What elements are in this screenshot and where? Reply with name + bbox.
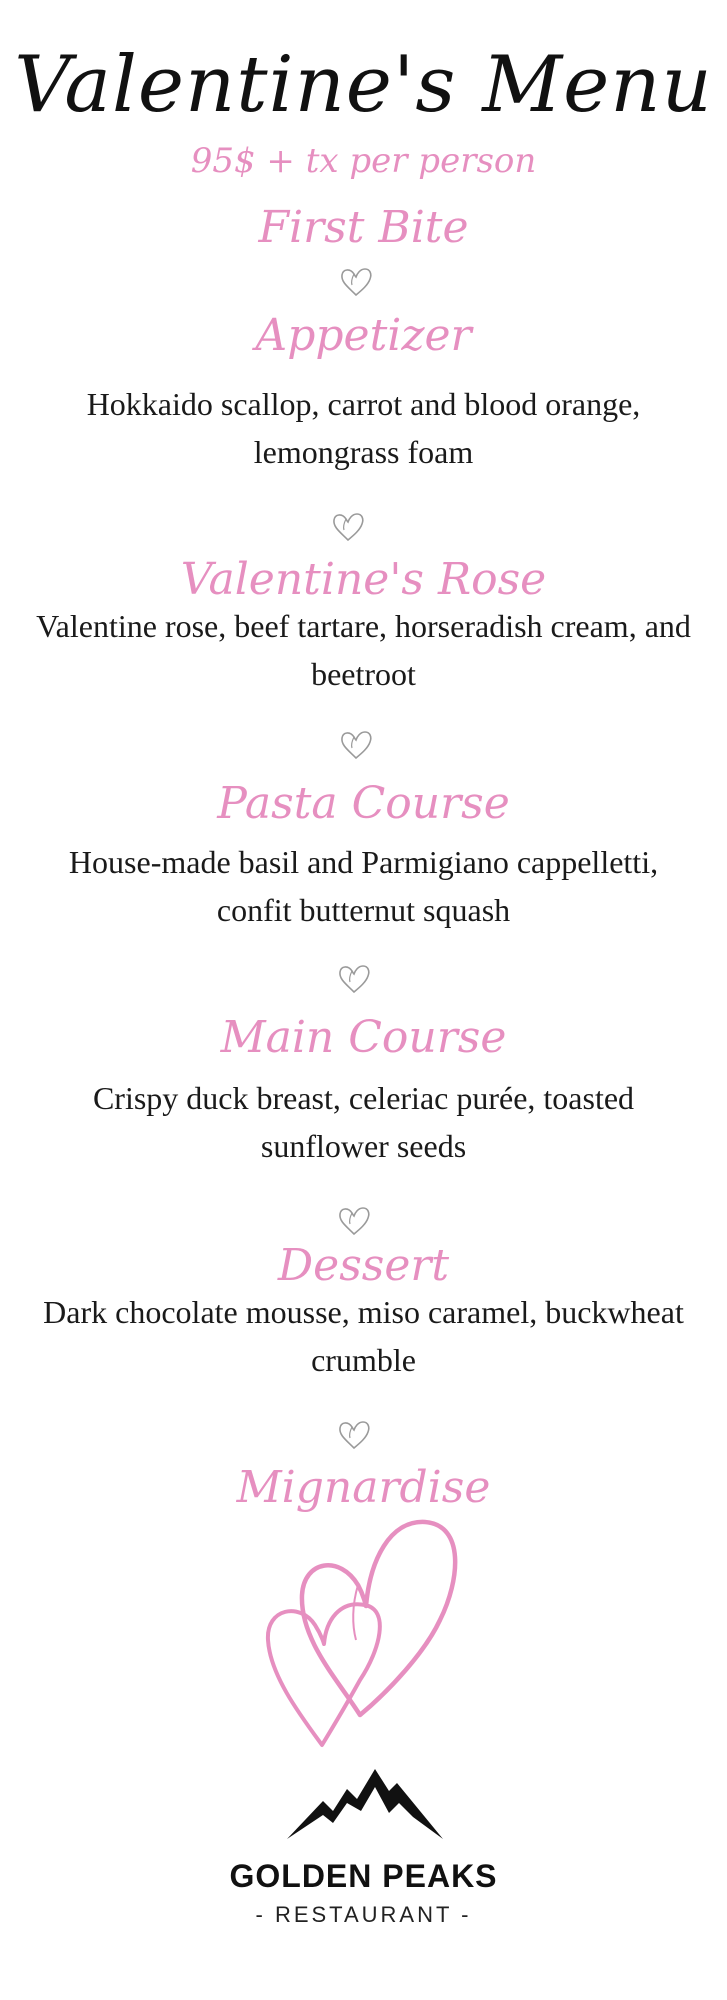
course-description-appetizer: Hokkaido scallop, carrot and blood orange, lemongrass foam (86, 386, 641, 470)
double-heart-icon (260, 1510, 470, 1760)
course-title-mignardise: Mignardise (236, 1462, 491, 1513)
course-description-dessert: Dark chocolate mousse, miso caramel, buckwheat crumble (43, 1294, 684, 1378)
mountain-peaks-icon (285, 1763, 445, 1841)
course-title-dessert: Dessert (277, 1240, 450, 1291)
heart-outline-icon (338, 728, 374, 762)
price-per-person: 95$ + tx per person (190, 141, 537, 181)
course-title-first-bite: First Bite (258, 202, 469, 253)
heart-outline-icon (336, 962, 372, 996)
menu-title: Valentine's Menu (14, 40, 713, 130)
course-title-valentines-rose: Valentine's Rose (180, 554, 547, 605)
heart-outline-icon (330, 510, 366, 544)
course-description-pasta-course: House-made basil and Parmigiano cappelletti, confit butternut squash (68, 844, 659, 928)
heart-outline-icon (336, 1204, 372, 1238)
restaurant-name: GOLDEN PEAKS (229, 1858, 498, 1894)
course-title-pasta-course: Pasta Course (217, 778, 510, 829)
course-title-appetizer: Appetizer (255, 310, 472, 361)
course-title-main-course: Main Course (220, 1012, 507, 1063)
heart-outline-icon (336, 1418, 372, 1452)
course-description-main-course: Crispy duck breast, celeriac purée, toasted sunflower seeds (92, 1080, 635, 1164)
heart-outline-icon (338, 265, 374, 299)
course-description-valentines-rose: Valentine rose, beef tartare, horseradish cream, and beetroot (36, 608, 691, 692)
restaurant-subtitle: - RESTAURANT - (255, 1902, 472, 1927)
